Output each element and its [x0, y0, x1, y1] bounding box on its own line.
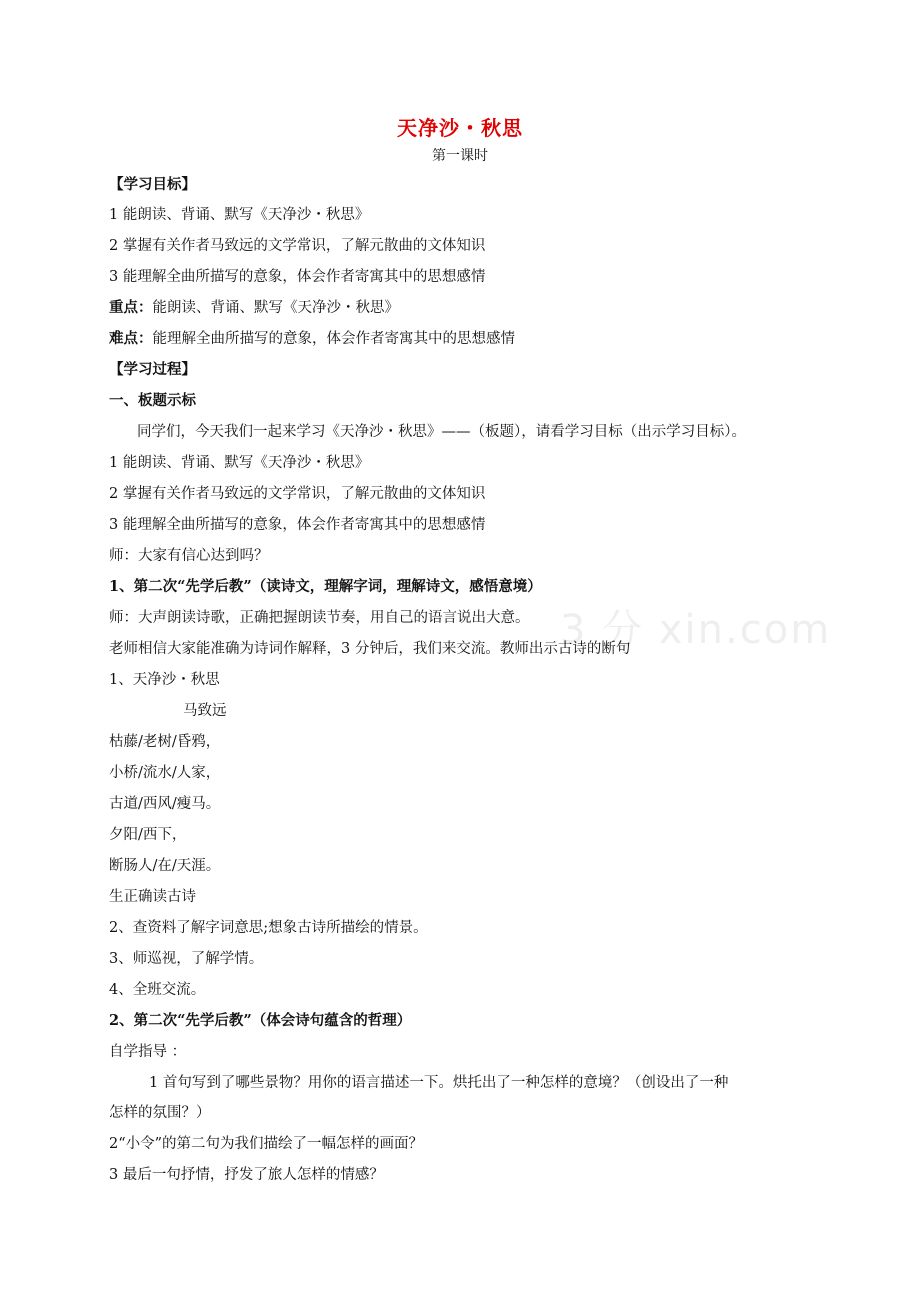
text-line [109, 825, 186, 845]
line-text: 马致远 [183, 703, 227, 719]
text-line [109, 887, 196, 907]
text-line [109, 515, 485, 535]
line-text: 【学习过程】 [109, 361, 196, 378]
text-line [109, 546, 269, 566]
line-text: 3、师巡视，了解学情。 [109, 951, 264, 967]
text-line [109, 360, 196, 380]
text-line [109, 918, 428, 938]
line-text: 能朗读、背诵、默写《天净沙・秋思》 [152, 300, 399, 316]
text-line [109, 205, 369, 225]
line-text: 生正确读古诗 [109, 889, 196, 905]
line-text: 1、第二次“先学后教”（读诗文，理解字词，理解诗文，感悟意境） [109, 578, 542, 595]
text-line [109, 1042, 186, 1062]
line-text: 能理解全曲所描写的意象，体会作者寄寓其中的思想感情 [152, 331, 515, 347]
text-line [109, 1011, 411, 1031]
document-title: 天净沙・秋思 [397, 116, 523, 140]
text-line [109, 175, 196, 195]
line-text: 枯藤/老树/昏鸦， [109, 734, 221, 750]
text-line [109, 980, 205, 1000]
document-subtitle: 第一课时 [432, 148, 488, 164]
line-text: 2、第二次“先学后教”（体会诗句蕴含的哲理） [109, 1012, 412, 1029]
text-line [149, 1073, 728, 1093]
line-text: 1 能朗读、背诵、默写《天净沙・秋思》 [109, 455, 370, 471]
text-line [109, 236, 485, 256]
line-label: 重点： [109, 299, 153, 316]
line-text: 1 首句写到了哪些景物？用你的语言描述一下。烘托出了一种怎样的意境？（创设出了一种 [149, 1075, 729, 1091]
line-text: 4、全班交流。 [109, 982, 206, 998]
text-line [109, 391, 196, 411]
text-line [109, 763, 220, 783]
text-line [109, 329, 515, 349]
line-text: 2“小令”的第二句为我们描绘了一幅怎样的画面？ [109, 1136, 424, 1152]
line-text: 3 最后一句抒情，抒发了旅人怎样的情感？ [109, 1167, 384, 1183]
line-text: 2 掌握有关作者马致远的文学常识，了解元散曲的文体知识 [109, 238, 486, 254]
text-line [109, 639, 630, 659]
line-text: 2、查资料了解字词意思;想象古诗所描绘的情景。 [109, 920, 428, 936]
line-text: 同学们，今天我们一起来学习《天净沙・秋思》——（板题），请看学习目标（出示学习目标）。 [137, 424, 746, 440]
line-text: 夕阳/西下， [109, 827, 187, 843]
line-text: 1 能朗读、背诵、默写《天净沙・秋思》 [109, 207, 370, 223]
line-text: 【学习目标】 [109, 176, 196, 193]
text-line [109, 949, 263, 969]
text-line [109, 1134, 423, 1154]
text-line [109, 794, 220, 814]
line-label: 难点： [109, 330, 153, 347]
line-text: 1、天净沙・秋思 [109, 672, 220, 688]
line-text: 自学指导 ： [109, 1044, 187, 1060]
text-line [109, 298, 399, 318]
line-text: 师：大声朗读诗歌，正确把握朗读节奏，用自己的语言说出大意。 [109, 610, 530, 626]
text-line [183, 701, 227, 721]
line-text: 怎样的氛围？） [109, 1105, 211, 1121]
line-text: 一、板题示标 [109, 392, 196, 409]
line-text: 3 能理解全曲所描写的意象，体会作者寄寓其中的思想感情 [109, 269, 486, 285]
text-line [109, 267, 485, 287]
line-text: 师：大家有信心达到吗？ [109, 548, 269, 564]
text-line [109, 608, 530, 628]
text-line [109, 670, 220, 690]
line-text: 2 掌握有关作者马致远的文学常识，了解元散曲的文体知识 [109, 486, 486, 502]
text-line [109, 1103, 211, 1123]
text-line [109, 484, 485, 504]
text-line [109, 856, 220, 876]
text-line [109, 453, 369, 473]
text-line [109, 732, 220, 752]
text-line [137, 422, 746, 442]
watermark: 3 分 xin.com [560, 607, 832, 653]
line-text: 古道/西风/瘦马。 [109, 796, 221, 812]
line-text: 老师相信大家能准确为诗词作解释，3 分钟后，我们来交流。教师出示古诗的断句 [109, 641, 631, 657]
text-line [109, 577, 542, 597]
line-text: 小桥/流水/人家， [109, 765, 221, 781]
text-line [109, 1165, 384, 1185]
line-text: 断肠人/在/天涯。 [109, 858, 221, 874]
line-text: 3 能理解全曲所描写的意象，体会作者寄寓其中的思想感情 [109, 517, 486, 533]
